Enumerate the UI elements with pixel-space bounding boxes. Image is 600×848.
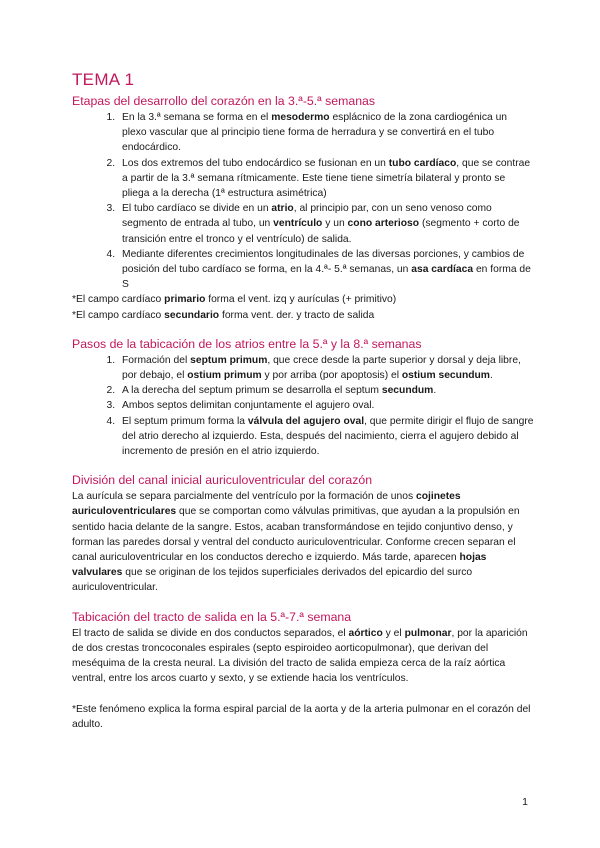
bold-term: hojas valvulares — [72, 552, 487, 579]
bold-term: asa cardíaca — [411, 264, 474, 276]
section-etapas — [72, 94, 534, 323]
bold-term: atrio — [271, 203, 294, 215]
note: *El campo cardíaco secundario forma vent. der. y tracto de salida — [72, 309, 375, 321]
bold-term: ostium primum — [187, 370, 262, 382]
section-heading: Etapas del desarrollo del corazón en la 3.ª-5.ª semanas — [72, 94, 376, 108]
paragraph: La aurícula se separa parcialmente del ventrículo por la formación de unos cojinetes auriculoventriculares que se comportan como válvulas primitivas, que ayudan a la propulsión en sentido hacia delante de la sangre. Estos, acaban transformándose en tejido conjuntivo denso, y forman las paredes dorsal y ventral del conducto auriculoventricular. Conforme crecen separan el canal auriculoventricular en los conductos derecho e izquierdo. Más tarde, aparecen hojas valvulares que se originan de los tejidos superficiales derivados del epicardio del surco auriculoventricular. — [72, 491, 520, 594]
section-tracto-salida — [72, 610, 534, 732]
bold-term: válvula del agujero oval — [247, 415, 365, 427]
paragraph: El tracto de salida se divide en dos conductos separados, el aórtico y el pulmonar, por la aparición de dos crestas troncoconales espirales (septo espiroideo aorticopulmonar), que derivan del meséquima de la cresta neural. La división del tracto de salida empieza cerca de la raíz aórtica ventral, entre los arcos cuarto y sexto, y se extiende hacia los ventrículos. — [72, 627, 528, 685]
bold-term: cono arterioso — [347, 218, 420, 230]
bold-term: secundum — [381, 385, 434, 397]
page-title: TEMA 1 — [72, 70, 135, 89]
bold-term: tubo cardíaco — [388, 157, 457, 169]
numbered-list — [72, 110, 534, 292]
section-tabicacion-atrios — [72, 337, 534, 459]
list-item: 2. A la derecha del septum primum se desarrolla el septum secundum. — [118, 383, 534, 398]
bold-term: mesodermo — [271, 112, 330, 123]
document-page — [72, 70, 534, 732]
list-item: 2. Los dos extremos del tubo endocárdico se fusionan en un tubo cardíaco, que se contrae a partir de la 3.ª semana rítmicamente. Este tiene tiene simetría bilateral y pronto se pliega a la derecha (1ª estructura asimétrica) — [118, 156, 534, 202]
bold-term: ostium secundum — [401, 370, 490, 382]
list-item: 1. En la 3.ª semana se forma en el mesodermo esplácnico de la zona cardiogénica un plexo vascular que al principio tiene forma de herradura y se convertirá en el tubo endocárdico. — [118, 110, 534, 156]
list-item: 3. El tubo cardíaco se divide en un atrio, al principio par, con un seno venoso como segmento de entrada al tubo, un ventrículo y un cono arterioso (segmento + corto de transición entre el tronco y el ventrículo) de salida. — [118, 201, 534, 247]
bold-term: septum primum — [190, 354, 268, 366]
note: *Este fenómeno explica la forma espiral parcial de la aorta y de la arteria pulmonar en el corazón del adulto. — [72, 703, 531, 730]
section-heading: Tabicación del tracto de salida en la 5.ª-7.ª semana — [72, 609, 352, 624]
bold-term: aórtico — [348, 627, 383, 639]
bold-term: cojinetes auriculoventriculares — [72, 491, 461, 518]
list-item: 3. Ambos septos delimitan conjuntamente el agujero oval. — [118, 398, 534, 413]
note: *El campo cardíaco primario forma el vent. izq y aurículas (+ primitivo) — [72, 294, 397, 306]
numbered-list — [72, 353, 534, 459]
list-item: 1. Formación del septum primum, que crece desde la parte superior y dorsal y deja libre, por debajo, el ostium primum y por arriba (por apoptosis) el ostium secundum. — [118, 353, 534, 383]
bold-term: secundario — [164, 309, 220, 321]
list-item: 4. Mediante diferentes crecimientos longitudinales de las diversas porciones, y cambios de posición del tubo cardíaco se forma, en la 4.ª- 5.ª semanas, un asa cardíaca en forma de S — [118, 247, 534, 293]
section-heading: División del canal inicial auriculoventricular del corazón — [72, 473, 373, 488]
page-number: 1 — [522, 796, 528, 808]
bold-term: pulmonar — [404, 627, 452, 639]
section-heading: Pasos de la tabicación de los atrios entre la 5.ª y la 8.ª semanas — [72, 336, 422, 351]
list-item: 4. El septum primum forma la válvula del agujero oval, que permite dirigir el flujo de sangre del atrio derecho al izquierdo. Esta, después del nacimiento, cierra el agujero debido al incremento de presión en el atrio izquierdo. — [118, 414, 534, 460]
bold-term: ventrículo — [273, 218, 323, 230]
bold-term: primario — [164, 294, 206, 306]
section-canal-auriculoventricular — [72, 473, 534, 595]
